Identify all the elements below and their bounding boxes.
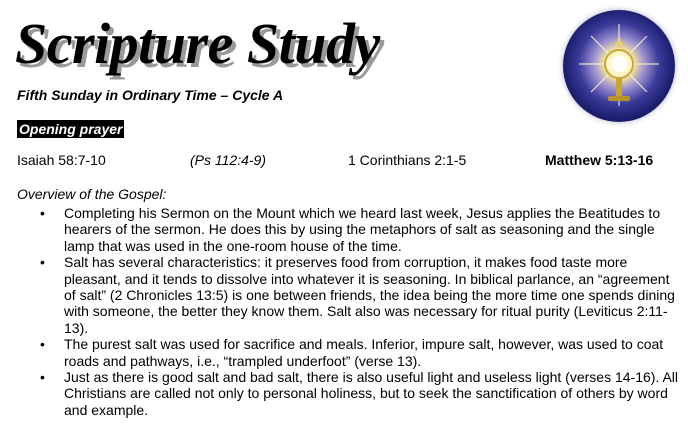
monstrance-rays [563,10,675,122]
reading-psalm: (Ps 112:4-9) [190,152,266,168]
opening-prayer-label: Opening prayer [19,121,123,137]
list-item: • The purest salt was used for sacrifice and meals. Inferior, impure salt, however, was used to coat roads and pathways, i.e., “trampled underfoot” (verse 13). [0,336,688,369]
list-item: • Just as there is good salt and bad salt, there is also useful light and useless light (verses 14-16). All Christians are called not only to personal holiness, but to seek the sanctification of others by word and example. [0,369,688,418]
page-title: Scripture Study [15,11,380,76]
reading-gospel: Matthew 5:13-16 [545,152,654,168]
page-subtitle: Fifth Sunday in Ordinary Time – Cycle A [17,87,284,103]
overview-list [0,205,688,418]
overview-heading: Overview of the Gospel: [17,186,167,202]
list-item: • Salt has several characteristics: it preserves food from corruption, it makes food taste more pleasant, and it tends to dissolve into whatever it is seasoning. In biblical parlance, an “agreement of salt” (2 Chronicles 13:5) is one between friends, the idea being the more time one spends dining with someone, the better they know them. Salt also was necessary for ritual purity (Leviticus 2:11-13). [0,254,688,336]
list-item: • Completing his Sermon on the Mount which we heard last week, Jesus applies the Beatitudes to hearers of the sermon. He does this by using the metaphors of salt as seasoning and the single lamp that was used in the one-room house of the time. [0,205,688,254]
monstrance-icon [563,10,675,122]
reading-second: 1 Corinthians 2:1-5 [348,152,467,168]
reading-first: Isaiah 58:7-10 [17,152,106,168]
